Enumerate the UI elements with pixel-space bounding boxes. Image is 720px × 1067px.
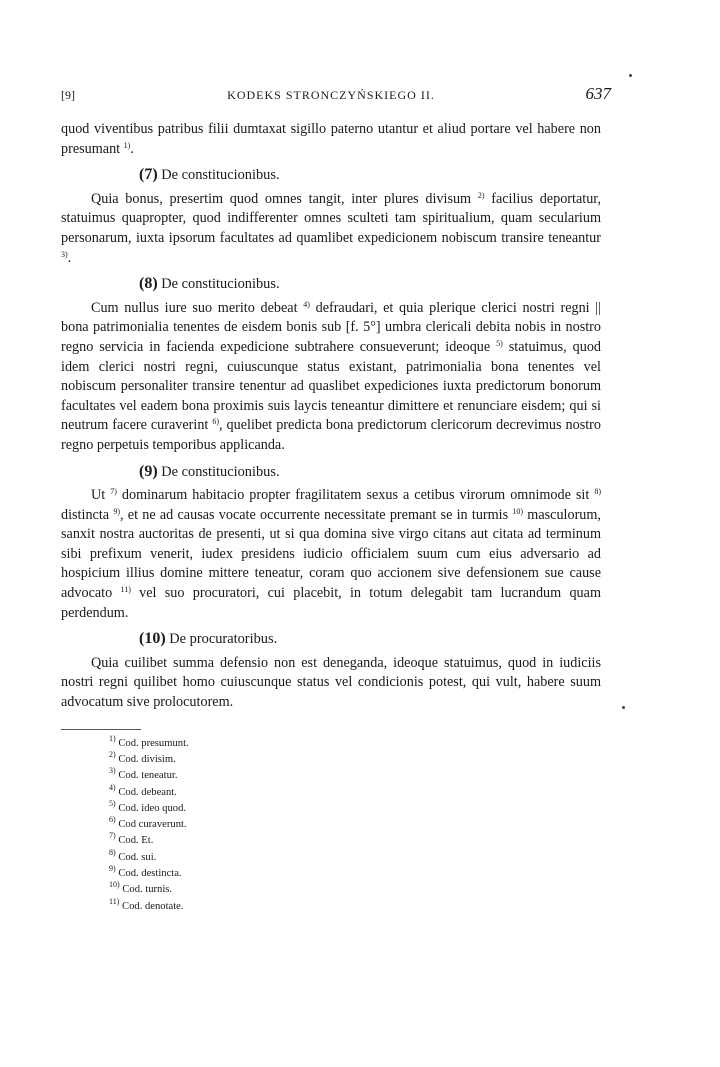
footnote-text: Cod. sui.: [118, 851, 157, 863]
footnote-number: 9): [109, 864, 116, 873]
footnote-text: Cod. debeant.: [118, 786, 177, 798]
section-heading: [139, 462, 601, 483]
intro-paragraph: quod viventibus patribus filii dumtaxat sigillo paterno utantur et aliud portare vel habere non presumant $^{1)}$.: [61, 121, 601, 157]
footnote: [109, 817, 601, 833]
footnote-ref: 5): [496, 338, 503, 348]
running-header: [61, 80, 611, 110]
text-run: distincta: [61, 506, 114, 523]
text-run: defraudari, et quia plerique clerici nostri regni || bona patrimonialia tenentes de eisdem bonis sub [f. 5°] umbra clericali debita nobis in nostro regno servicia in facienda expedicione subtrahere consueverunt; ideoque: [61, 299, 601, 355]
section-paragraph: [61, 486, 601, 623]
footnote-ref: 2): [477, 190, 485, 200]
text-run: , et ne ad causas vocate occurrente necessitate premant se in turmis: [119, 506, 513, 523]
footnote: [109, 782, 601, 801]
footnote-text: Cod. Et.: [118, 835, 154, 847]
footnote-ref: 8): [594, 487, 601, 497]
footnote: [109, 749, 601, 768]
footnote-text: Cod. ideo quod.: [118, 802, 187, 814]
footnote: [109, 833, 601, 849]
footnote-text: Cod. turnis.: [122, 884, 173, 896]
section-title: De constitucionibus.: [161, 167, 280, 184]
footnote-number: 5): [109, 798, 116, 808]
section-number: (10): [139, 630, 166, 648]
section-number: (9): [139, 462, 158, 480]
footnote-number: 2): [109, 749, 116, 759]
footnote-ref: 1): [123, 140, 131, 150]
footnotes: [109, 733, 601, 915]
footnote: [109, 882, 601, 898]
text-run: vel suo procuratori, cui placebit, in totum delegabit tam lucrandum quam perdendum.: [61, 585, 601, 621]
footnote-text: Cod. presumunt.: [118, 737, 189, 749]
text-run: Quia bonus, presertim quod omnes tangit, inter plures divisum: [91, 190, 478, 207]
footnote: [109, 733, 601, 752]
footnote-text: Cod. denotate.: [122, 900, 184, 912]
footnote-text: Cod curaverunt.: [118, 819, 187, 831]
footnote-number: 8): [109, 847, 116, 857]
section-title: De constitucionibus.: [161, 463, 280, 480]
footnote: [109, 768, 601, 784]
footnote-ref: 7): [110, 487, 117, 497]
section-heading: [139, 165, 601, 186]
footnote-ref: 3): [61, 249, 68, 259]
footnote: [109, 798, 601, 817]
footnote-number: 11): [109, 896, 120, 906]
section-number: (7): [139, 166, 158, 184]
page-number: 637: [585, 84, 611, 103]
section-number: (8): [139, 275, 158, 293]
text-run: Ut: [91, 487, 111, 504]
footnote-rule: [61, 729, 141, 730]
margin-mark: [622, 706, 625, 709]
text-run: Cum nullus iure suo merito debeat: [91, 299, 304, 316]
margin-mark: [629, 74, 632, 77]
footnote-ref: 11): [120, 585, 131, 595]
section-title: De constitucionibus.: [161, 276, 280, 293]
section-heading: [139, 629, 601, 650]
footnote-number: 7): [109, 831, 116, 841]
footnote-text: Cod. teneatur.: [118, 770, 178, 782]
section-paragraph: [61, 654, 601, 713]
footnote-ref: 6): [212, 417, 220, 427]
section-paragraph: [61, 190, 601, 268]
text-run: , quelibet predicta bona predictorum clericorum decrevimus nostro regno perpetuis temporibus applicanda.: [61, 417, 601, 453]
footnote-ref: 10): [512, 506, 524, 516]
text-run: facilius deportatur, statuimus quapropter, quod indifferenter omnes sculteti tam spiritualium, quam secularium personarum, iuxta ipsorum facultates ad quamlibet expedicionem nobiscum transire teneantur: [61, 190, 601, 246]
footnote: [109, 896, 601, 915]
footnote-number: 6): [109, 815, 116, 825]
text-run: statuimus, quod idem clerici nostri regni, cuiuscunque status existant, patrimonialia bona tenentes vel nobiscum personaliter transire tenentur ad quaslibet expediciones iuxta predictorum bonorum facultates vel eadem bona proximis suis laycis teneantur dimittere et renunciare eisdem; qui si neutrum facere curaverint: [61, 338, 602, 434]
running-title: KODEKS STRONCZYŃSKIEGO II.: [227, 88, 435, 102]
footnote-text: Cod. divisim.: [118, 753, 176, 765]
footnote: [109, 847, 601, 866]
section-title: De procuratoribus.: [169, 631, 278, 648]
sections: [61, 165, 601, 712]
footnote-number: 10): [109, 880, 120, 890]
text-run: Quia cuilibet summa defensio non est deneganda, ideoque statuimus, quod in iudiciis nostri regni quilibet homo cuiuscunque status vel condicionis potest, qui vult, habere suum advocatum sive prolocutorem.: [61, 654, 601, 711]
document-page: [61, 80, 611, 915]
footnote: [109, 866, 601, 882]
footnote-number: 4): [109, 782, 116, 792]
footnote-number: 1): [109, 733, 116, 743]
line-number: [9]: [61, 88, 75, 102]
text-run: masculorum, sanxit nostra auctoritas de presenti, ut si qua domina sive virgo citans aut citata ad terminum sibi prefixum venerit, iudex presidens iudicio officialem suum cum eius adversario ad hospicium illius domine mittere teneatur, coram quo accionem sive defensionem sue cause advocato: [61, 506, 601, 602]
footnote-ref: 4): [303, 299, 310, 309]
section-heading: [139, 274, 601, 295]
footnote-number: 3): [109, 766, 116, 776]
text-run: .: [67, 249, 72, 266]
footnote-ref: 9): [113, 506, 120, 516]
text-run: dominarum habitacio propter fragilitatem sexus a cetibus virorum omnimode sit: [116, 487, 595, 504]
section-paragraph: [61, 299, 601, 456]
main-text: [61, 120, 601, 713]
footnote-text: Cod. destincta.: [118, 868, 182, 879]
